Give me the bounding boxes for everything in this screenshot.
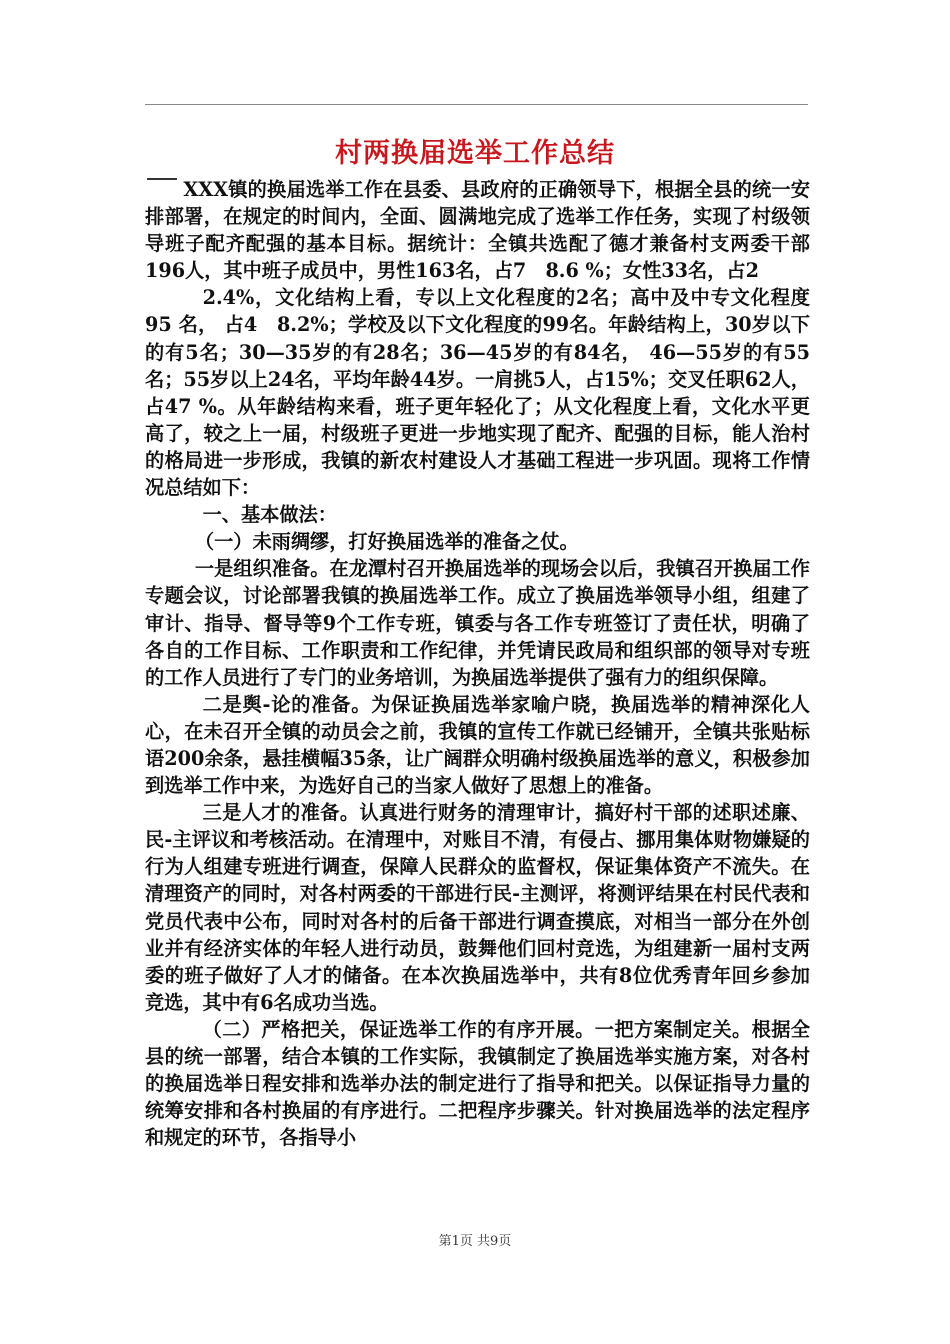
document-title: 村两换届选举工作总结	[335, 138, 615, 169]
paragraph-talent: 三是人才的准备。认真进行财务的清理审计，搞好村干部的述职述廉、民-主评议和考核活动。在清理中，对账目不清，有侵占、挪用集体财物嫌疑的行为人组建专班进行调查，保障人民群众的监督权，保证集体资产不流失。在清理资产的同时，对各村两委的干部进行民-主测评，将测评结果在村民代表和党员代表中公布，同时对各村的后备干部进行调查摸底，对相当一部分在外创业并有经济实体的年轻人进行动员，鼓舞他们回村竞选，为组建新一届村支两委的班子做好了人才的储备。在本次换届选举中，共有8位优秀青年回乡参加竞选，其中有6名成功当选。	[145, 801, 810, 1014]
paragraph-strict-control: （二）严格把关，保证选举工作的有序开展。一把方案制定关。根据全县的统一部署，结合本镇的工作实际，我镇制定了换届选举实施方案，对各村的换届选举日程安排和选举办法的制定进行了指导和把关。以保证指导力量的统筹安排和各村换届的有序进行。二把程序步骤关。针对换届选举的法定程序和规定的环节，各指导小	[145, 1017, 810, 1150]
header-rule	[145, 104, 808, 105]
page-footer: 第1页 共9页	[438, 1234, 512, 1249]
paragraph-intro: XXX镇的换届选举工作在县委、县政府的正确领导下，根据全县的统一安排部署，在规定的时间内，全面、圆满地完成了选举工作任务，实现了村级领导班子配齐配强的基本目标。据统计：全镇共选配了德才兼备村支两委干部196人，其中班子成员中，男性163名，占7 8.6 %；女性33名，占2	[145, 178, 810, 283]
document-body	[145, 176, 810, 1151]
section-heading-basic-methods: 一、基本做法：	[202, 503, 337, 527]
paragraph-public-opinion: 二是舆-论的准备。为保证换届选举家喻户晓，换届选举的精神深化人心，在未召开全镇的动员会之前，我镇的宣传工作就已经铺开，全镇共张贴标语200余条，悬挂横幅35条，让广阔群众明确村级换届选举的意义，积极参加到选举工作中来，为选好自己的当家人做好了思想上的准备。	[145, 692, 810, 798]
subsection-heading-preparation: （一）未雨绸缪，打好换届选举的准备之仗。	[194, 530, 579, 554]
paragraph-organization: 一是组织准备。在龙潭村召开换届选举的现场会以后，我镇召开换届工作专题会议，讨论部署我镇的换届选举工作。成立了换届选举领导小组，组建了审计、指导、督导等9个工作专班，镇委与各工作专班签订了责任状，明确了各自的工作目标、工作职责和工作纪律，并凭请民政局和组织部的领导对专班的工作人员进行了专门的业务培训，为换届选举提供了强有力的组织保障。	[145, 557, 810, 689]
paragraph-statistics: 2.4%，文化结构上看，专以上文化程度的2名；高中及中专文化程度95 名， 占4 8.2%；学校及以下文化程度的99名。年龄结构上，30岁以下的有5名；30—35岁的有28名；36—45岁的有84名， 46—55岁的有55名；55岁以上24名，平均年龄44岁。一肩挑5人，占15%；交叉任职62人，占47 %。从年龄结构来看，班子更年轻化了；从文化程度上看，文化水平更高了，较之上一届，村级班子更进一步地实现了配齐、配强的目标，能人治村的格局进一步形成，我镇的新农村建设人才基础工程进一步巩固。现将工作情况总结如下：	[145, 286, 810, 500]
